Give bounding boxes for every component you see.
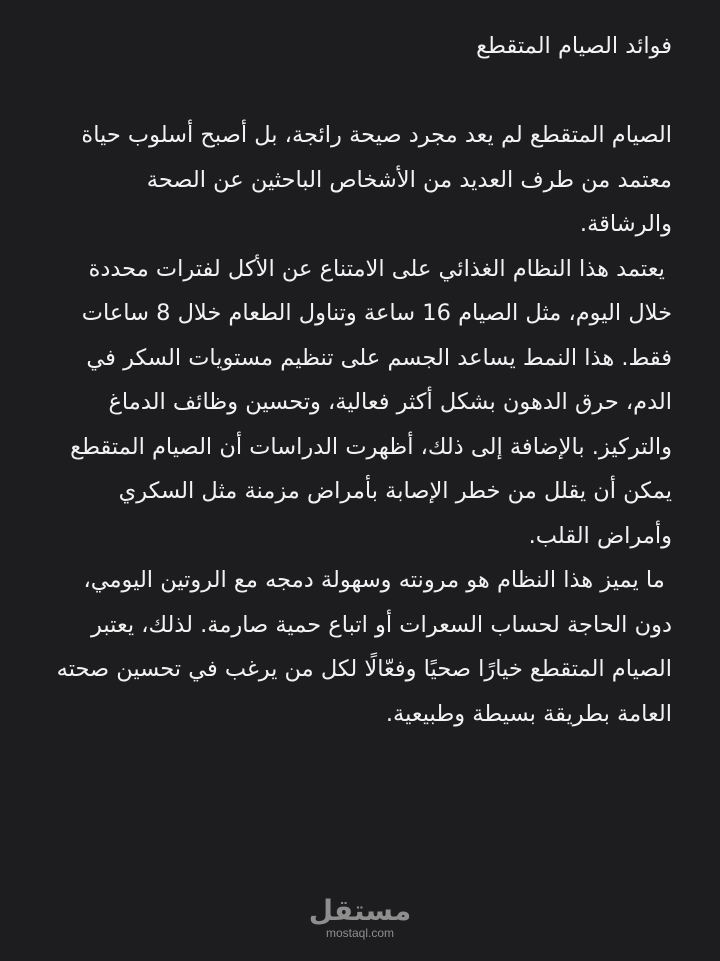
watermark-domain: mostaql.com <box>325 926 395 940</box>
note-title: فوائد الصيام المتقطع <box>476 33 672 59</box>
blank-line <box>52 69 672 114</box>
note-paragraph: يعتمد هذا النظام الغذائي على الامتناع عن الأكل لفترات محددة خلال اليوم، مثل الصيام 16 ساعة وتناول الطعام خلال 8 ساعات فقط. هذا النمط يساعد الجسم على تنظيم مستويات السكر في الدم، حرق الدهون بشكل أكثر فعالية، وتحسين وظائف الدماغ والتركيز. بالإضافة إلى ذلك، أظهرت الدراسات أن الصيام المتقطع يمكن أن يقلل من خطر الإصابة بأمراض مزمنة مثل السكري وأمراض القلب. <box>62 255 672 549</box>
note-paragraph: الصيام المتقطع لم يعد مجرد صيحة رائجة، بل أصبح أسلوب حياة معتمد من طرف العديد من الأشخاص الباحثين عن الصحة والرشاقة. <box>74 122 672 237</box>
note-body <box>49 24 672 736</box>
mostaql-watermark <box>0 894 720 940</box>
note-paragraph: ما يميز هذا النظام هو مرونته وسهولة دمجه مع الروتين اليومي، دون الحاجة لحساب السعرات أو اتباع حمية صارمة. لذلك، يعتبر الصيام المتقطع خيارًا صحيًا وفعّالًا لكل من يرغب في تحسين صحته العامة بطريقة بسيطة وطبيعية. <box>49 567 672 727</box>
watermark-logo-text: مستقل <box>308 894 412 927</box>
